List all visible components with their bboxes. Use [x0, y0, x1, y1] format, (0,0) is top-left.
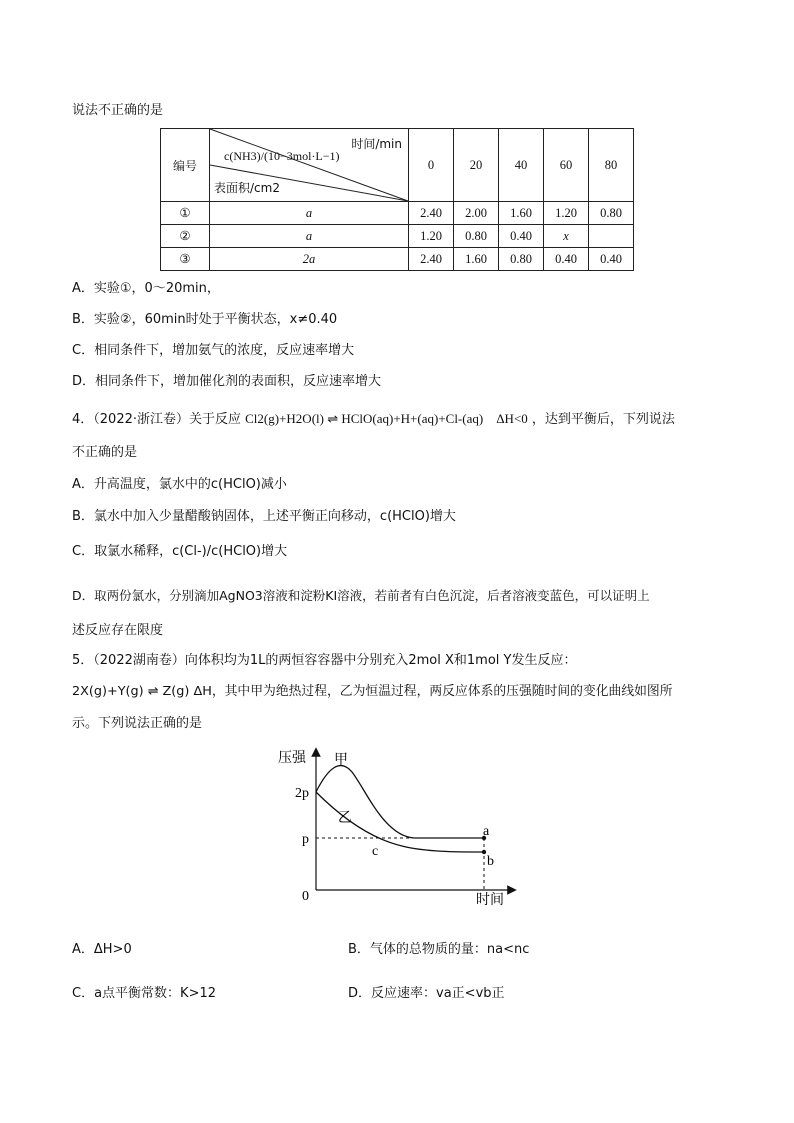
q3-option-c: C．相同条件下，增加氨气的浓度，反应速率增大 [72, 343, 355, 358]
time-col: 60 [544, 129, 589, 202]
cell: 0.40 [589, 248, 634, 271]
q4-tail: ，达到平衡后，下列说法 [531, 412, 675, 427]
cell: 0.40 [544, 248, 589, 271]
q5-option-d: D．反应速率：va正<vb正 [348, 986, 505, 1001]
table-row [161, 202, 634, 225]
label-jia: 甲 [334, 752, 348, 768]
q5-option-c: C．a点平衡常数：K>12 [72, 986, 217, 1001]
point-b [482, 850, 486, 854]
time-col: 0 [409, 129, 454, 202]
row-id: ① [161, 202, 210, 225]
cell: 0.40 [499, 225, 544, 248]
q3-option-d: D．相同条件下，增加催化剂的表面积，反应速率增大 [72, 374, 382, 389]
row-id: ③ [161, 248, 210, 271]
curve-jia [316, 766, 484, 838]
table-row [161, 225, 634, 248]
data-table [160, 128, 634, 271]
cell: 2.00 [454, 202, 499, 225]
header-area: 表面积/cm2 [214, 181, 280, 195]
q4-option-b: B．氯水中加入少量醋酸钠固体，上述平衡正向移动，c(HClO)增大 [72, 509, 456, 524]
tick-p: p [302, 832, 309, 847]
row-area: a [210, 225, 409, 248]
header-conc: c(NH3)/(10−3mol·L−1) [224, 149, 340, 163]
cell: 0.80 [454, 225, 499, 248]
pressure-time-graph [276, 746, 526, 908]
q4-reaction: Cl2(g)+H2O(l) ⇌ HClO(aq)+H+(aq)+Cl-(aq) ΔH<0 [245, 411, 528, 426]
q3-option-b: B．实验②，60min时处于平衡状态，x≠0.40 [72, 312, 338, 327]
cell: 0.80 [499, 248, 544, 271]
row-area: 2a [210, 248, 409, 271]
cell: 2.40 [409, 202, 454, 225]
label-b: b [487, 854, 494, 869]
label-yi: 乙 [338, 810, 352, 826]
cell: 1.20 [409, 225, 454, 248]
table-header-row [161, 129, 634, 202]
q5-stem-line2: 2X(g)+Y(g) ⇌ Z(g) ΔH，其中甲为绝热过程，乙为恒温过程，两反应体系的压强随时间的变化曲线如图所 [72, 684, 673, 699]
table-row [161, 248, 634, 271]
time-col: 20 [454, 129, 499, 202]
row-id: ② [161, 225, 210, 248]
cell: 1.60 [499, 202, 544, 225]
cell [589, 225, 634, 248]
header-diagonal-cell [210, 129, 409, 202]
cell: 1.20 [544, 202, 589, 225]
label-c: c [372, 844, 379, 859]
origin-label: 0 [302, 889, 309, 904]
intro-text: 说法不正确的是 [72, 103, 164, 118]
header-time: 时间/min [351, 137, 402, 151]
time-col: 80 [589, 129, 634, 202]
q4-stem [72, 410, 675, 429]
q5-option-b: B．气体的总物质的量：na<nc [348, 942, 530, 957]
time-col: 40 [499, 129, 544, 202]
q4-lead: 4．（2022·浙江卷）关于反应 [72, 412, 241, 427]
tick-2p: 2p [295, 786, 309, 801]
q4-stem-line2: 不正确的是 [72, 445, 138, 460]
q5-option-a: A．ΔH>0 [72, 942, 132, 957]
ylabel: 压强 [278, 750, 306, 766]
q4-option-a: A．升高温度，氯水中的c(HClO)减小 [72, 477, 287, 492]
q4-option-d-line2: 述反应存在限度 [72, 623, 164, 638]
header-id: 编号 [161, 129, 210, 202]
row-area: a [210, 202, 409, 225]
cell: x [544, 225, 589, 248]
q4-option-d-line1: D．取两份氯水，分别滴加AgNO3溶液和淀粉KI溶液，若前者有白色沉淀，后者溶液变蓝色，可以证明上 [72, 588, 650, 603]
label-a: a [483, 824, 490, 839]
xlabel: 时间 [476, 892, 504, 908]
q4-option-c: C．取氯水稀释，c(Cl-)/c(HClO)增大 [72, 544, 288, 559]
q5-stem-line3: 示。下列说法正确的是 [72, 716, 203, 731]
q5-stem-line1: 5．（2022湖南卷）向体积均为1L的两恒容容器中分别充入2mol X和1mol Y发生反应： [72, 653, 577, 668]
cell: 2.40 [409, 248, 454, 271]
cell: 1.60 [454, 248, 499, 271]
q3-option-a: A．实验①，0～20min， [72, 281, 220, 296]
cell: 0.80 [589, 202, 634, 225]
